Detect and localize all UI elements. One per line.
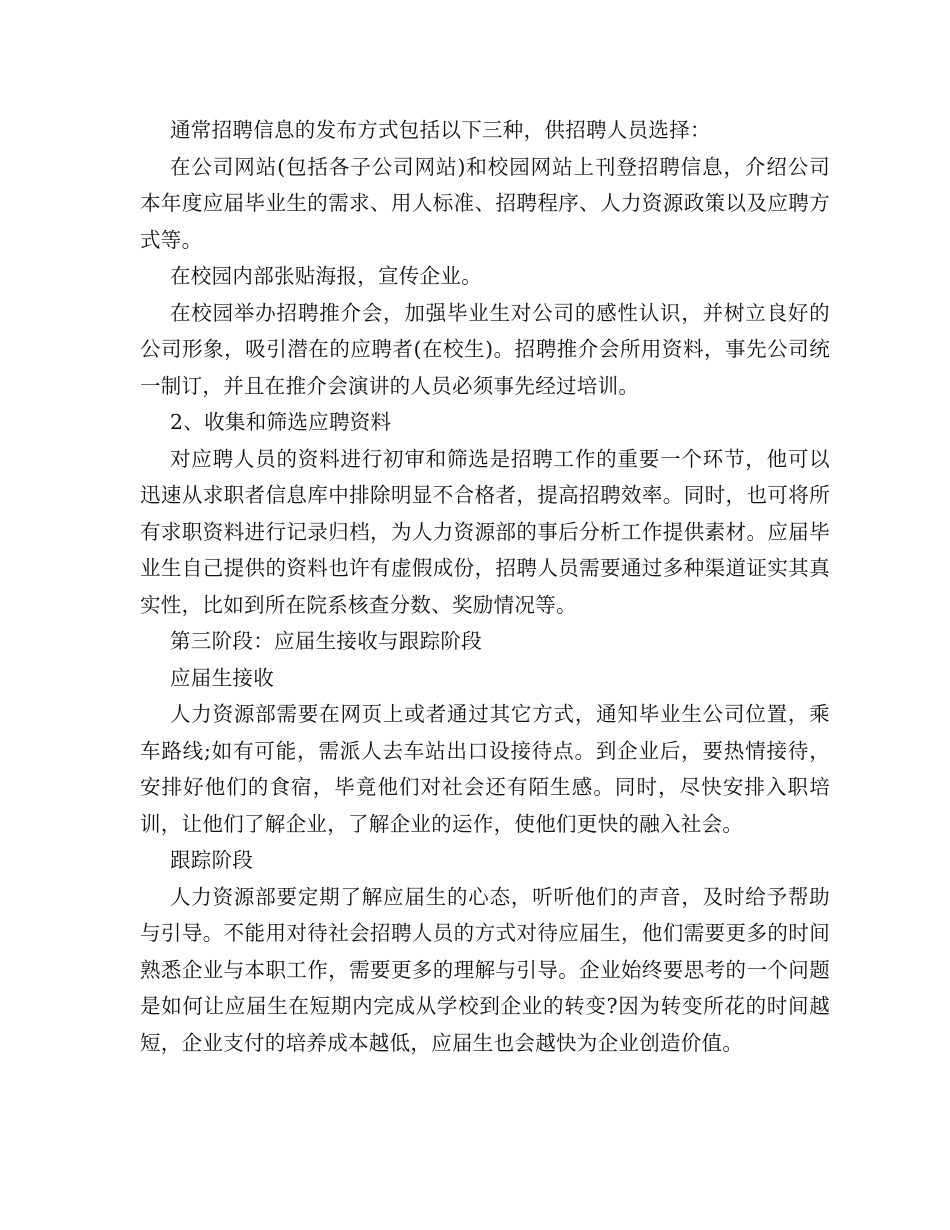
paragraph-campus-presentation: 在校园举办招聘推介会，加强毕业生对公司的感性认识，并树立良好的公司形象，吸引潜在的应聘者(在校生)。招聘推介会所用资料，事先公司统一制订，并且在推介会演讲的人员必须事先经过培训。 xyxy=(140,300,830,398)
section-heading-stage-three: 第三阶段：应届生接收与跟踪阶段 xyxy=(170,629,482,653)
paragraph-reception: 人力资源部需要在网页上或者通过其它方式，通知毕业生公司位置，乘车路线;如有可能，需派人去车站出口设接待点。到企业后，要热情接待，安排好他们的食宿，毕竟他们对社会还有陌生感。同时，尽快安排入职培训，让他们了解企业，了解企业的运作，使他们更快的融入社会。 xyxy=(140,702,830,836)
subheading-tracking: 跟踪阶段 xyxy=(170,848,254,872)
subheading-reception: 应届生接收 xyxy=(170,665,274,690)
section-heading-collect-screen: 2、收集和筛选应聘资料 xyxy=(170,410,392,434)
paragraph-website-posting: 在公司网站(包括各子公司网站)和校园网站上刊登招聘信息，介绍公司本年度应届毕业生的需求、用人标准、招聘程序、人力资源政策以及应聘方式等。 xyxy=(140,154,830,252)
document-body xyxy=(140,112,830,1061)
paragraph-publish-methods: 通常招聘信息的发布方式包括以下三种，供招聘人员选择： xyxy=(170,118,711,142)
paragraph-campus-posters: 在校园内部张贴海报，宣传企业。 xyxy=(170,264,482,288)
paragraph-screening: 对应聘人员的资料进行初审和筛选是招聘工作的重要一个环节，他可以迅速从求职者信息库中排除明显不合格者，提高招聘效率。同时，也可将所有求职资料进行记录归档，为人力资源部的事后分析工作提供素材。应届毕业生自己提供的资料也许有虚假成份，招聘人员需要通过多种渠道证实其真实性，比如到所在院系核查分数、奖励情况等。 xyxy=(140,446,830,617)
paragraph-tracking: 人力资源部要定期了解应届生的心态，听听他们的声音，及时给予帮助与引导。不能用对待社会招聘人员的方式对待应届生，他们需要更多的时间熟悉企业与本职工作，需要更多的理解与引导。企业始终要思考的一个问题是如何让应届生在短期内完成从学校到企业的转变?因为转变所花的时间越短，企业支付的培养成本越低，应届生也会越快为企业创造价值。 xyxy=(140,884,830,1055)
